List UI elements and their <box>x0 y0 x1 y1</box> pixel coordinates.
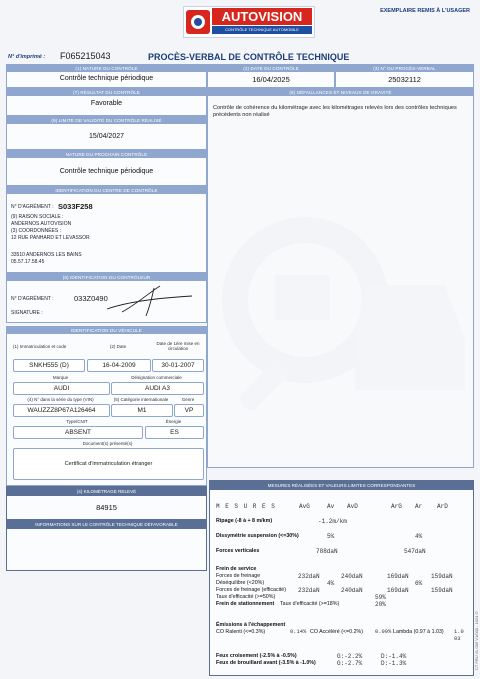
pv-number-value: 25032112 <box>388 75 421 84</box>
defaillances-text: Contrôle de cohérence du kilométrage avec les kilométrages relevés lors des contrôles techniques précédents non réalisé <box>213 105 457 118</box>
energie-label: Énergie <box>165 419 182 424</box>
page-title: PROCÈS-VERBAL DE CONTRÔLE TECHNIQUE <box>148 52 350 62</box>
defaillances-header: (8) DÉFAILLANCES ET NIVEAUX DE GRAVITÉ <box>208 89 473 96</box>
validite-box <box>6 116 207 150</box>
co-ralenti-label: CO Ralenti (<=0.3%) <box>216 629 266 635</box>
prochain-controle-value: Contrôle technique périodique <box>59 168 154 175</box>
date1-label: (2) Date <box>109 344 127 349</box>
resultat-value: Favorable <box>90 100 123 107</box>
col-avg: AvG <box>299 503 310 510</box>
print-no-label: N° d'imprimé : <box>8 54 46 60</box>
defaillances-box <box>207 88 474 468</box>
forces-ar: 547daN <box>404 548 426 555</box>
infos-box <box>6 519 207 571</box>
vin-field: WAUZZZ8P67A126464 <box>13 404 110 417</box>
cat-label: (5) Catégorie internationale <box>113 397 169 402</box>
ripage-label: Ripage (-8 à + 8 m/km) <box>216 518 273 524</box>
forces-eff-avd: 240daN <box>341 587 363 594</box>
date2-label: Date de 1ère mise en circulation <box>156 341 200 351</box>
feux-br-label: Feux de brouillard avant (-3.5% à -1.0%) <box>216 660 316 666</box>
design-field: AUDI A3 <box>111 382 204 395</box>
emis-title: Émissions à l'échappement <box>216 622 286 628</box>
centre-address1: 12 RUE PANHARD ET LEVASSOR <box>11 235 90 241</box>
desequ-ar: 6% <box>415 580 423 587</box>
typecnit-label: Type/CNIT <box>66 419 88 424</box>
taux-value: 59% <box>375 594 386 601</box>
feux-cr-label: Feux croisement (-2.5% à -0.5%) <box>216 653 297 659</box>
col-arg: ArG <box>391 503 402 510</box>
forces-av: 788daN <box>316 548 338 555</box>
resultat-header: (7) RÉSULTAT DU CONTRÔLE <box>7 89 206 96</box>
date2-field: 30-01-2007 <box>152 359 204 372</box>
centre-agrement-label: N° D'AGRÉMENT : <box>11 204 54 210</box>
mesures-box <box>209 480 474 676</box>
vehicule-header: IDENTIFICATION DU VÉHICULE <box>7 327 206 334</box>
frein-force-avg: 232daN <box>298 573 320 580</box>
frein-force-ard: 159daN <box>431 573 453 580</box>
forces-eff-avg: 232daN <box>298 587 320 594</box>
resultat-box <box>6 88 207 116</box>
frein-forces-label: Forces de freinage <box>216 573 261 579</box>
typecnit-field: ABSENT <box>13 426 143 439</box>
stat-taux-label: Taux d'efficacité (>=18%) <box>280 601 340 607</box>
pv-number-box <box>335 64 474 88</box>
stat-label: Frein de stationnement <box>216 601 275 607</box>
centre-raison: ANDERNOS AUTOVISION <box>11 221 72 227</box>
infos-header: INFORMATIONS SUR LE CONTRÔLE TECHNIQUE DÉFAVORABLE <box>7 520 206 529</box>
forces-eff-ard: 159daN <box>431 587 453 594</box>
nature-controle-value: Contrôle technique périodique <box>59 75 154 82</box>
feux-cr-g: G:-2.2% <box>337 653 363 660</box>
lambda-value: 1.003 <box>454 629 464 642</box>
dissym-label: Dissymétrie suspension (<=30%) <box>216 533 299 539</box>
genre-field: VP <box>174 404 204 417</box>
date-controle-box <box>207 64 335 88</box>
centre-header: IDENTIFICATION DU CENTRE DE CONTRÔLE <box>7 187 206 194</box>
validite-value: 15/04/2027 <box>88 133 125 140</box>
prochain-controle-box <box>6 150 207 186</box>
mesures-header: MESURES RÉALISÉES ET VALEURS LIMITES CORRESPONDANTES <box>210 481 473 490</box>
feux-br-g: G:-2.7% <box>337 660 363 667</box>
marque-label: Marque <box>52 375 69 380</box>
forces-label: Forces verticales <box>216 548 260 554</box>
logo <box>183 6 315 38</box>
forces-eff-label: Forces de freinage (efficacité) <box>216 587 286 593</box>
km-box <box>6 486 207 521</box>
date-controle-value: 16/04/2025 <box>252 75 290 84</box>
desequ-label: Déséquilibre (<20%) <box>216 580 265 586</box>
controleur-agrement-label: N° D'AGRÉMENT : <box>11 296 54 302</box>
energie-field: ES <box>145 426 204 439</box>
co-ralenti-value: 0.14% <box>290 629 307 635</box>
controleur-box <box>6 273 207 323</box>
prochain-controle-header: NATURE DU PROCHAIN CONTRÔLE <box>7 151 206 158</box>
logo-text: AUTOVISION <box>212 8 312 25</box>
feux-cr-d: D:-1.4% <box>381 653 407 660</box>
signature-label: SIGNATURE : <box>11 310 43 316</box>
cat-field: M1 <box>111 404 173 417</box>
stat-value: 20% <box>375 601 386 608</box>
frein-title: Frein de service <box>216 566 257 572</box>
col-av: Av <box>327 503 335 510</box>
immat-label: (1) Immatriculation et code <box>13 344 67 349</box>
nature-controle-header: (1) NATURE DU CONTRÔLE <box>7 65 206 72</box>
copy-label: EXEMPLAIRE REMIS À L'USAGER <box>380 8 470 14</box>
feux-br-d: D:-1.3% <box>381 660 407 667</box>
vin-label: (4) N° dans la série du type (VIN) <box>27 397 94 402</box>
frein-force-avd: 240daN <box>341 573 363 580</box>
dissym-av: 5% <box>327 533 335 540</box>
nature-controle-box <box>6 64 207 88</box>
docs-field: Certificat d'immatriculation étranger <box>13 448 204 480</box>
logo-subtext: CONTRÔLE TECHNIQUE AUTOMOBILE <box>212 26 312 34</box>
centre-box <box>6 186 207 273</box>
km-header: (4) KILOMÉTRAGE RELEVÉ <box>7 487 206 496</box>
immat-field: SNKH555 (D) <box>13 359 85 372</box>
taux-label: Taux d'efficacité (>=50%) <box>216 594 276 600</box>
frein-force-arg: 169daN <box>387 573 409 580</box>
date-controle-header: (2) DATE DU CONTRÔLE <box>208 65 334 72</box>
co-acc-label: CO Accéléré (<=0.2%) <box>310 629 363 635</box>
genre-label: Genre <box>181 397 195 402</box>
centre-address2: 33510 ANDERNOS LES BAINS <box>11 252 82 258</box>
km-value: 84915 <box>96 503 117 512</box>
dissym-ar: 4% <box>415 533 423 540</box>
col-ar: Ar <box>415 503 423 510</box>
vehicule-box <box>6 326 207 486</box>
ripage-value: -1.2m/km <box>318 518 347 525</box>
centre-raison-label: (9) RAISON SOCIALE : <box>11 214 64 220</box>
validite-header: (9) LIMITE DE VALIDITÉ DU CONTRÔLE RÉALISÉ <box>7 117 206 124</box>
controleur-header: (6) IDENTIFICATION DU CONTRÔLEUR <box>7 274 206 281</box>
controleur-agrement: 033Z0490 <box>74 294 108 303</box>
centre-coord-label: (3) COORDONNÉES : <box>11 228 62 234</box>
col-avd: AvD <box>347 503 358 510</box>
centre-agrement: S033F258 <box>58 202 93 211</box>
pv-number-header: (3) N° DU PROCÈS-VERBAL <box>336 65 473 72</box>
co-acc-value: 0.09% <box>375 629 392 635</box>
signature-scribble-icon <box>102 284 197 318</box>
docs-label: Document(s) présenté(s) <box>82 441 133 446</box>
side-code: CT FRU VL 005 V1/000 - 1024 © <box>474 611 479 670</box>
date1-field: 16-04-2009 <box>87 359 151 372</box>
design-label: Désignation commerciale <box>131 375 182 380</box>
marque-field: AUDI <box>13 382 110 395</box>
desequ-av: 4% <box>327 580 335 587</box>
forces-eff-arg: 169daN <box>387 587 409 594</box>
mesures-title: M E S U R E S <box>216 503 276 510</box>
lambda-label: Lambda (0.97 à 1.03) <box>393 629 444 635</box>
centre-phone: 05.57.17.58.45 <box>11 259 45 265</box>
col-ard: ArD <box>437 503 448 510</box>
print-no: F065215043 <box>60 51 111 61</box>
logo-mark-icon <box>186 10 210 34</box>
